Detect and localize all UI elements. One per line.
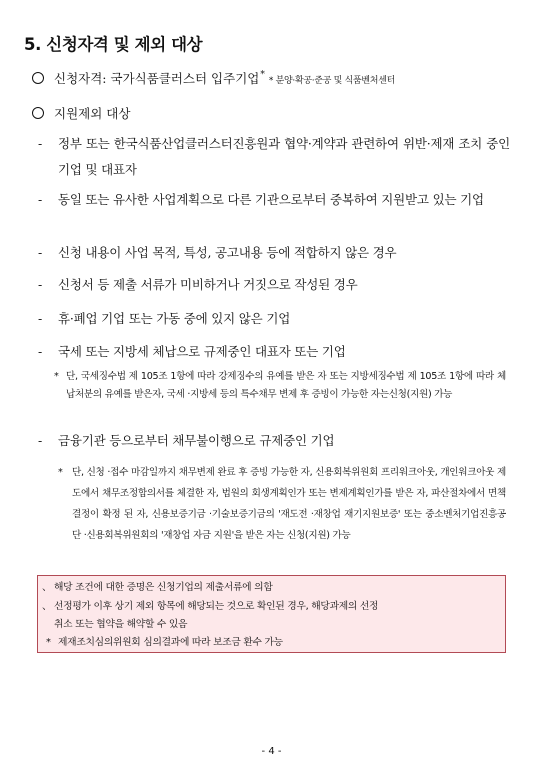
exclusion-text: 휴·폐업 기업 또는 가동 중에 있지 않은 기업 xyxy=(58,311,291,326)
finance-exception-note xyxy=(58,462,506,546)
dash-marker: - xyxy=(38,192,43,207)
circle-bullet-icon xyxy=(32,72,44,84)
notice-line: 취소 또는 협약을 해약할 수 있음 xyxy=(54,619,188,630)
exclusion-item xyxy=(38,428,510,454)
eligibility-note: * 분양·확공·준공 및 식품벤처센터 xyxy=(268,76,395,86)
exclusion-text: 국세 또는 지방세 체납으로 규제중인 대표자 또는 기업 xyxy=(58,344,346,359)
exclusion-item xyxy=(38,187,510,213)
tax-exception-text: 단, 국세징수법 제 105조 1항에 따라 강제징수의 유예를 받은 자 또는 지방세징수법 제 105조 1항에 따라 체납처분의 유예를 받은자, 국세 ·지방세 등의 특수채무 변제 후 증빙이 가능한 자는신청(지원) 가능 xyxy=(66,371,506,400)
exclusion-text: 금융기관 등으로부터 채무불이행으로 규제중인 기업 xyxy=(58,433,335,448)
exclusion-heading: 지원제외 대상 xyxy=(54,106,131,121)
notice-line: 、 선정평가 이후 상기 제외 항목에 해당되는 것으로 확인된 경우, 해당과제의 선정 xyxy=(42,601,379,612)
asterisk-marker: * xyxy=(58,467,63,478)
exclusion-text: 신청 내용이 사업 목적, 특성, 공고내용 등에 적합하지 않은 경우 xyxy=(58,245,397,260)
exclusion-item xyxy=(38,272,510,298)
dash-marker: - xyxy=(38,277,43,292)
exclusion-item xyxy=(38,306,510,332)
notice-line: * 제재조치심의위원회 심의결과에 따라 보조금 환수 가능 xyxy=(46,637,283,648)
notice-line: 、 해당 조건에 대한 증명은 신청기업의 제출서류에 의함 xyxy=(42,582,273,593)
exclusion-item xyxy=(38,131,510,183)
exclusion-item xyxy=(38,240,510,266)
page-number: - 4 - xyxy=(261,746,282,757)
circle-bullet-icon xyxy=(32,107,44,119)
dash-marker: - xyxy=(38,311,43,326)
section-title: 5. 신청자격 및 제외 대상 xyxy=(24,35,203,54)
tax-exception-note xyxy=(54,368,506,403)
exclusion-item xyxy=(38,339,510,365)
notice-box xyxy=(37,575,506,653)
eligibility-label: 신청자격: 국가식품클러스터 입주기업 xyxy=(54,71,260,86)
dash-marker: - xyxy=(38,245,43,260)
dash-marker: - xyxy=(38,344,43,359)
exclusion-heading-row xyxy=(32,104,130,122)
exclusion-text: 동일 또는 유사한 사업계획으로 다른 기관으로부터 중복하여 지원받고 있는 기업 xyxy=(58,192,484,207)
dash-marker: - xyxy=(38,433,43,448)
exclusion-text: 정부 또는 한국식품산업클러스터진흥원과 협약·계약과 관련하여 위반·제재 조치 중인 기업 및 대표자 xyxy=(58,136,510,177)
finance-exception-text: 단, 신청 ·접수 마감일까지 채무변제 완료 후 증빙 가능한 자, 신용회복위원회 프리워크아웃, 개인워크아웃 제도에서 채무조정합의서를 체결한 자, 법원의 회생계획인가 또는 변제계획인가를 받은 자, 파산절차에서 면책결정이 확정 된 자, 신용보증기금 ·기술보증기금의 '재도전 ·재창업 재기지원보증' 또는 중소벤처기업진흥공단 ·신용회복위원회의 '재창업 자금 지원'을 받은 자는 신청(지원) 가능 xyxy=(72,467,506,541)
exclusion-text: 신청서 등 제출 서류가 미비하거나 거짓으로 작성된 경우 xyxy=(58,277,358,292)
asterisk-marker: * xyxy=(54,371,59,382)
dash-marker: - xyxy=(38,136,43,151)
eligibility-row xyxy=(32,69,395,87)
eligibility-marker: * xyxy=(260,70,265,80)
